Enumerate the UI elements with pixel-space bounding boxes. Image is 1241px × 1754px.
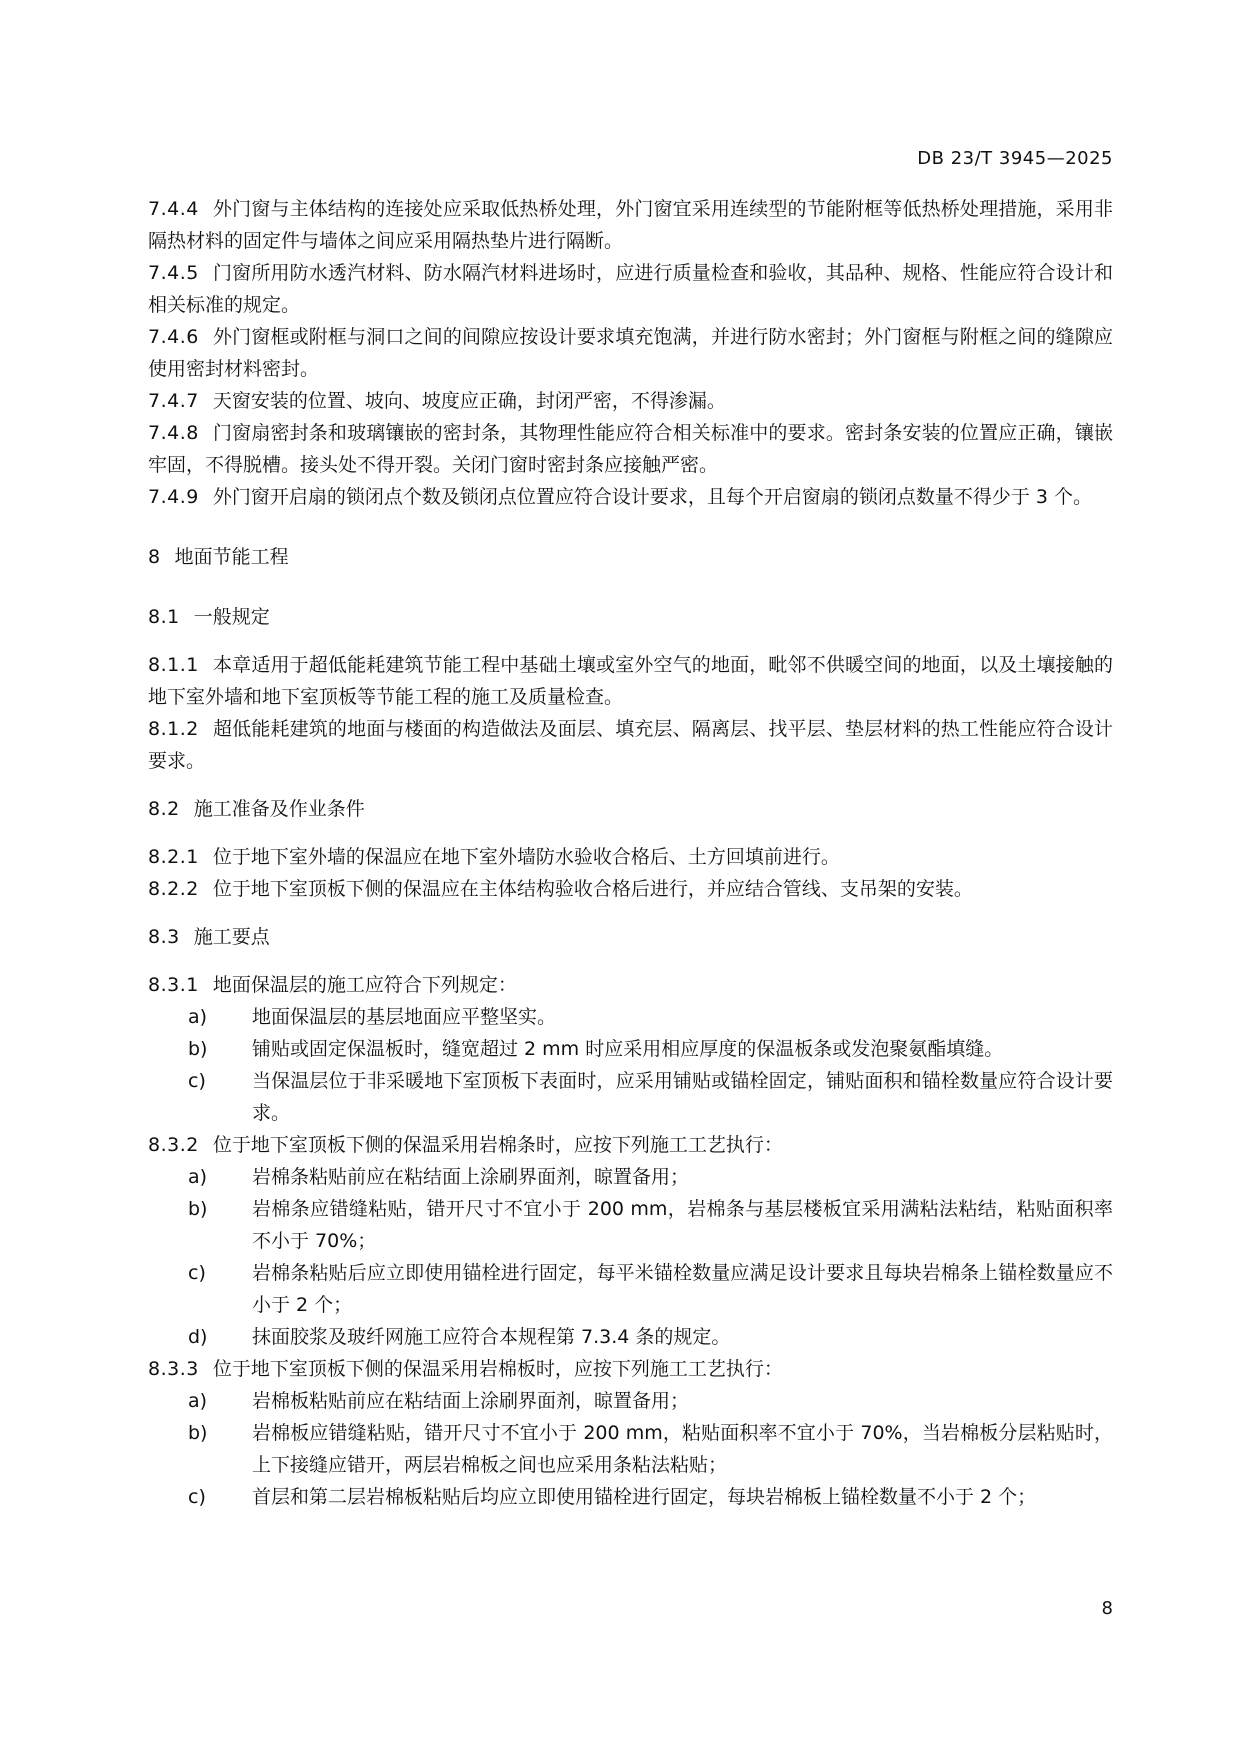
clause-8-3-2: 8.3.2 位于地下室顶板下侧的保温采用岩棉条时，应按下列施工工艺执行： — [148, 1134, 783, 1156]
chapter-8-heading: 8 地面节能工程 — [148, 546, 289, 568]
clause-7-4-9: 7.4.9 外门窗开启扇的锁闭点个数及锁闭点位置应符合设计要求，且每个开启窗扇的锁闭点数量不得少于 3 个。 — [148, 486, 1093, 508]
clause-8-3-3: 8.3.3 位于地下室顶板下侧的保温采用岩棉板时，应按下列施工工艺执行： — [148, 1358, 783, 1380]
clause-7-4-8: 7.4.8 门窗扇密封条和玻璃镶嵌的密封条，其物理性能应符合相关标准中的要求。密封条安装的位置应正确，镶嵌牢固，不得脱槽。接头处不得开裂。关闭门窗时密封条应接触严密。 — [148, 422, 1113, 476]
clause-8-3-1: 8.3.1 地面保温层的施工应符合下列规定： — [148, 974, 517, 996]
section-8-1-heading: 8.1 一般规定 — [148, 606, 270, 628]
list-item: b) 铺贴或固定保温板时，缝宽超过 2 mm 时应采用相应厚度的保温板条或发泡聚氨酯填缝。 — [188, 1038, 1004, 1060]
clause-7-4-5: 7.4.5 门窗所用防水透汽材料、防水隔汽材料进场时，应进行质量检查和验收，其品种、规格、性能应符合设计和相关标准的规定。 — [148, 262, 1113, 316]
list-item: b) 岩棉板应错缝粘贴，错开尺寸不宜小于 200 mm，粘贴面积率不宜小于 70%，当岩棉板分层粘贴时，上下接缝应错开，两层岩棉板之间也应采用条粘法粘贴； — [188, 1422, 1113, 1476]
list-item: b) 岩棉条应错缝粘贴，错开尺寸不宜小于 200 mm，岩棉条与基层楼板宜采用满粘法粘结，粘贴面积率不小于 70%； — [188, 1198, 1113, 1252]
clause-8-1-2: 8.1.2 超低能耗建筑的地面与楼面的构造做法及面层、填充层、隔离层、找平层、垫层材料的热工性能应符合设计要求。 — [148, 718, 1113, 772]
page-content — [148, 193, 1113, 1513]
list-item: c) 当保温层位于非采暖地下室顶板下表面时，应采用铺贴或锚栓固定，铺贴面积和锚栓数量应符合设计要求。 — [188, 1070, 1113, 1124]
list-item: c) 岩棉条粘贴后应立即使用锚栓进行固定，每平米锚栓数量应满足设计要求且每块岩棉条上锚栓数量应不小于 2 个； — [188, 1262, 1113, 1316]
list-item: d) 抹面胶浆及玻纤网施工应符合本规程第 7.3.4 条的规定。 — [188, 1326, 731, 1348]
list-item: a) 岩棉板粘贴前应在粘结面上涂刷界面剂，晾置备用； — [188, 1390, 690, 1412]
list-item: a) 地面保温层的基层地面应平整坚实。 — [188, 1006, 557, 1028]
standard-code: DB 23/T 3945—2025 — [917, 148, 1113, 169]
clause-8-1-1: 8.1.1 本章适用于超低能耗建筑节能工程中基础土壤或室外空气的地面，毗邻不供暖空间的地面，以及土壤接触的地下室外墙和地下室顶板等节能工程的施工及质量检查。 — [148, 654, 1113, 708]
clause-7-4-4: 7.4.4 外门窗与主体结构的连接处应采取低热桥处理，外门窗宜采用连续型的节能附框等低热桥处理措施，采用非隔热材料的固定件与墙体之间应采用隔热垫片进行隔断。 — [148, 198, 1113, 252]
section-8-3-heading: 8.3 施工要点 — [148, 926, 270, 948]
clause-7-4-7: 7.4.7 天窗安装的位置、坡向、坡度应正确，封闭严密，不得渗漏。 — [148, 390, 726, 412]
clause-7-4-6: 7.4.6 外门窗框或附框与洞口之间的间隙应按设计要求填充饱满，并进行防水密封；外门窗框与附框之间的缝隙应使用密封材料密封。 — [148, 326, 1113, 380]
clause-8-2-2: 8.2.2 位于地下室顶板下侧的保温应在主体结构验收合格后进行，并应结合管线、支吊架的安装。 — [148, 878, 973, 900]
page-number: 8 — [1101, 1598, 1113, 1619]
list-item: c) 首层和第二层岩棉板粘贴后均应立即使用锚栓进行固定，每块岩棉板上锚栓数量不小于 2 个； — [188, 1486, 1037, 1508]
clauses-7-4 — [148, 193, 1113, 513]
section-8-2-heading: 8.2 施工准备及作业条件 — [148, 798, 365, 820]
clause-8-2-1: 8.2.1 位于地下室外墙的保温应在地下室外墙防水验收合格后、土方回填前进行。 — [148, 846, 840, 868]
list-item: a) 岩棉条粘贴前应在粘结面上涂刷界面剂，晾置备用； — [188, 1166, 690, 1188]
